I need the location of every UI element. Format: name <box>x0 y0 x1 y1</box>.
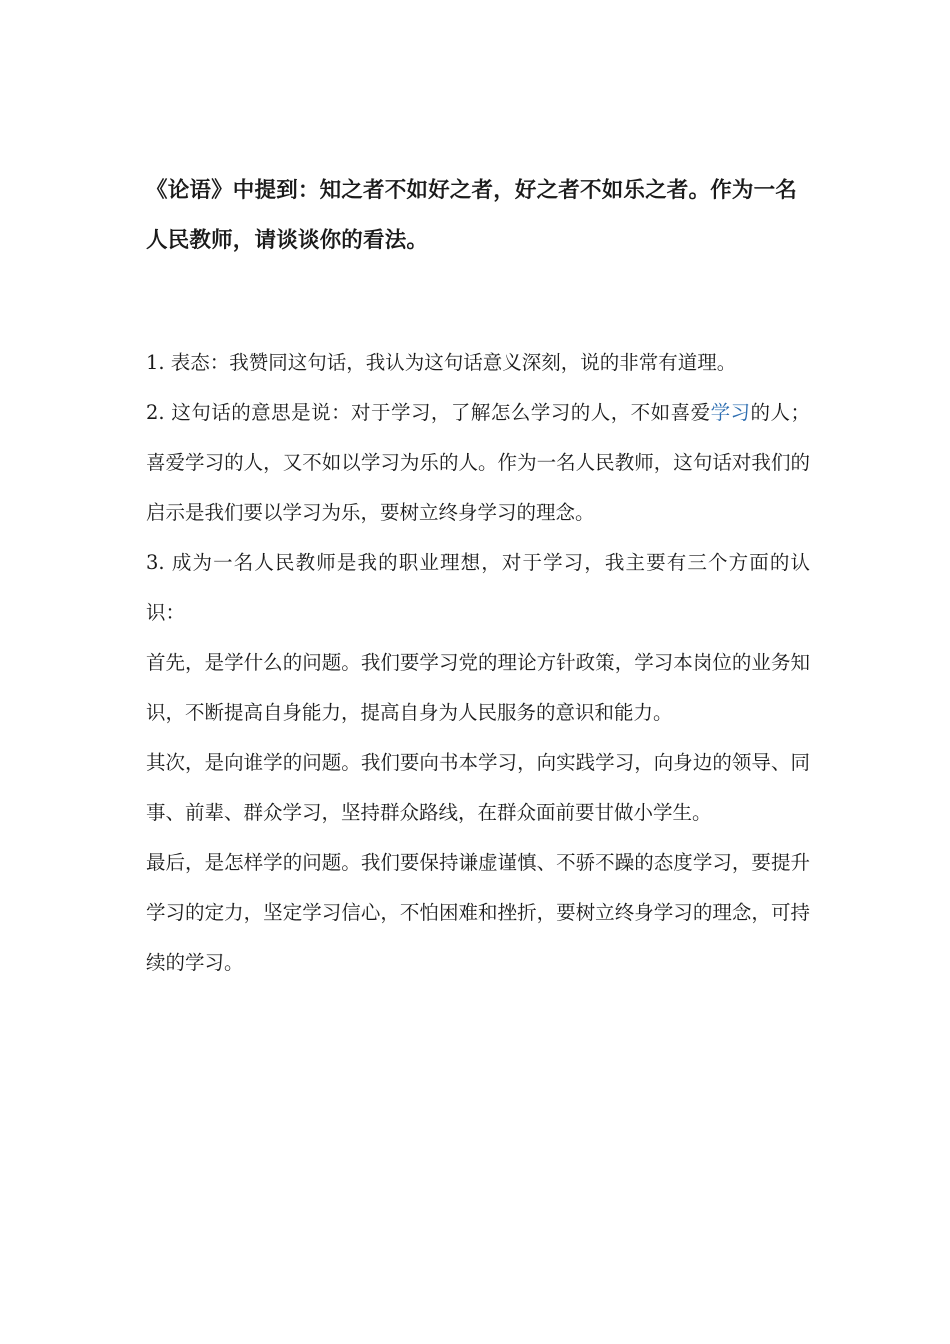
answer-point-3: 3. 成为一名人民教师是我的职业理想，对于学习，我主要有三个方面的认识： <box>146 551 810 624</box>
paragraph-second: 其次，是向谁学的问题。我们要向书本学习，向实践学习，向身边的领导、同事、前辈、群众学习，坚持群众路线，在群众面前要甘做小学生。 <box>146 751 810 824</box>
paragraph-first: 首先，是学什么的问题。我们要学习党的理论方针政策，学习本岗位的业务知识，不断提高自身能力，提高自身为人民服务的意识和能力。 <box>146 651 810 724</box>
answer-point-2-text-end: 的人；喜爱学习的人，又不如以学习为乐的人。作为一名人民教师，这句话对我们的启示是我们要以学习为乐，要树立终身学习的理念。 <box>146 401 810 524</box>
paragraph-last: 最后，是怎样学的问题。我们要保持谦虚谨慎、不骄不躁的态度学习，要提升学习的定力，坚定学习信心，不怕困难和挫折，要树立终身学习的理念，可持续的学习。 <box>146 851 810 974</box>
answer-point-2 <box>146 388 810 538</box>
answer-point-2-text-start: 2. 这句话的意思是说：对于学习，了解怎么学习的人，不如喜爱 <box>146 401 711 424</box>
study-link[interactable]: 学习 <box>710 401 751 424</box>
question-heading: 《论语》中提到：知之者不如好之者，好之者不如乐之者。作为一名人民教师，请谈谈你的看法。 <box>146 178 798 253</box>
answer-point-1: 1. 表态：我赞同这句话，我认为这句话意义深刻，说的非常有道理。 <box>146 351 737 374</box>
document-body <box>146 166 810 988</box>
answer-section <box>146 338 810 988</box>
